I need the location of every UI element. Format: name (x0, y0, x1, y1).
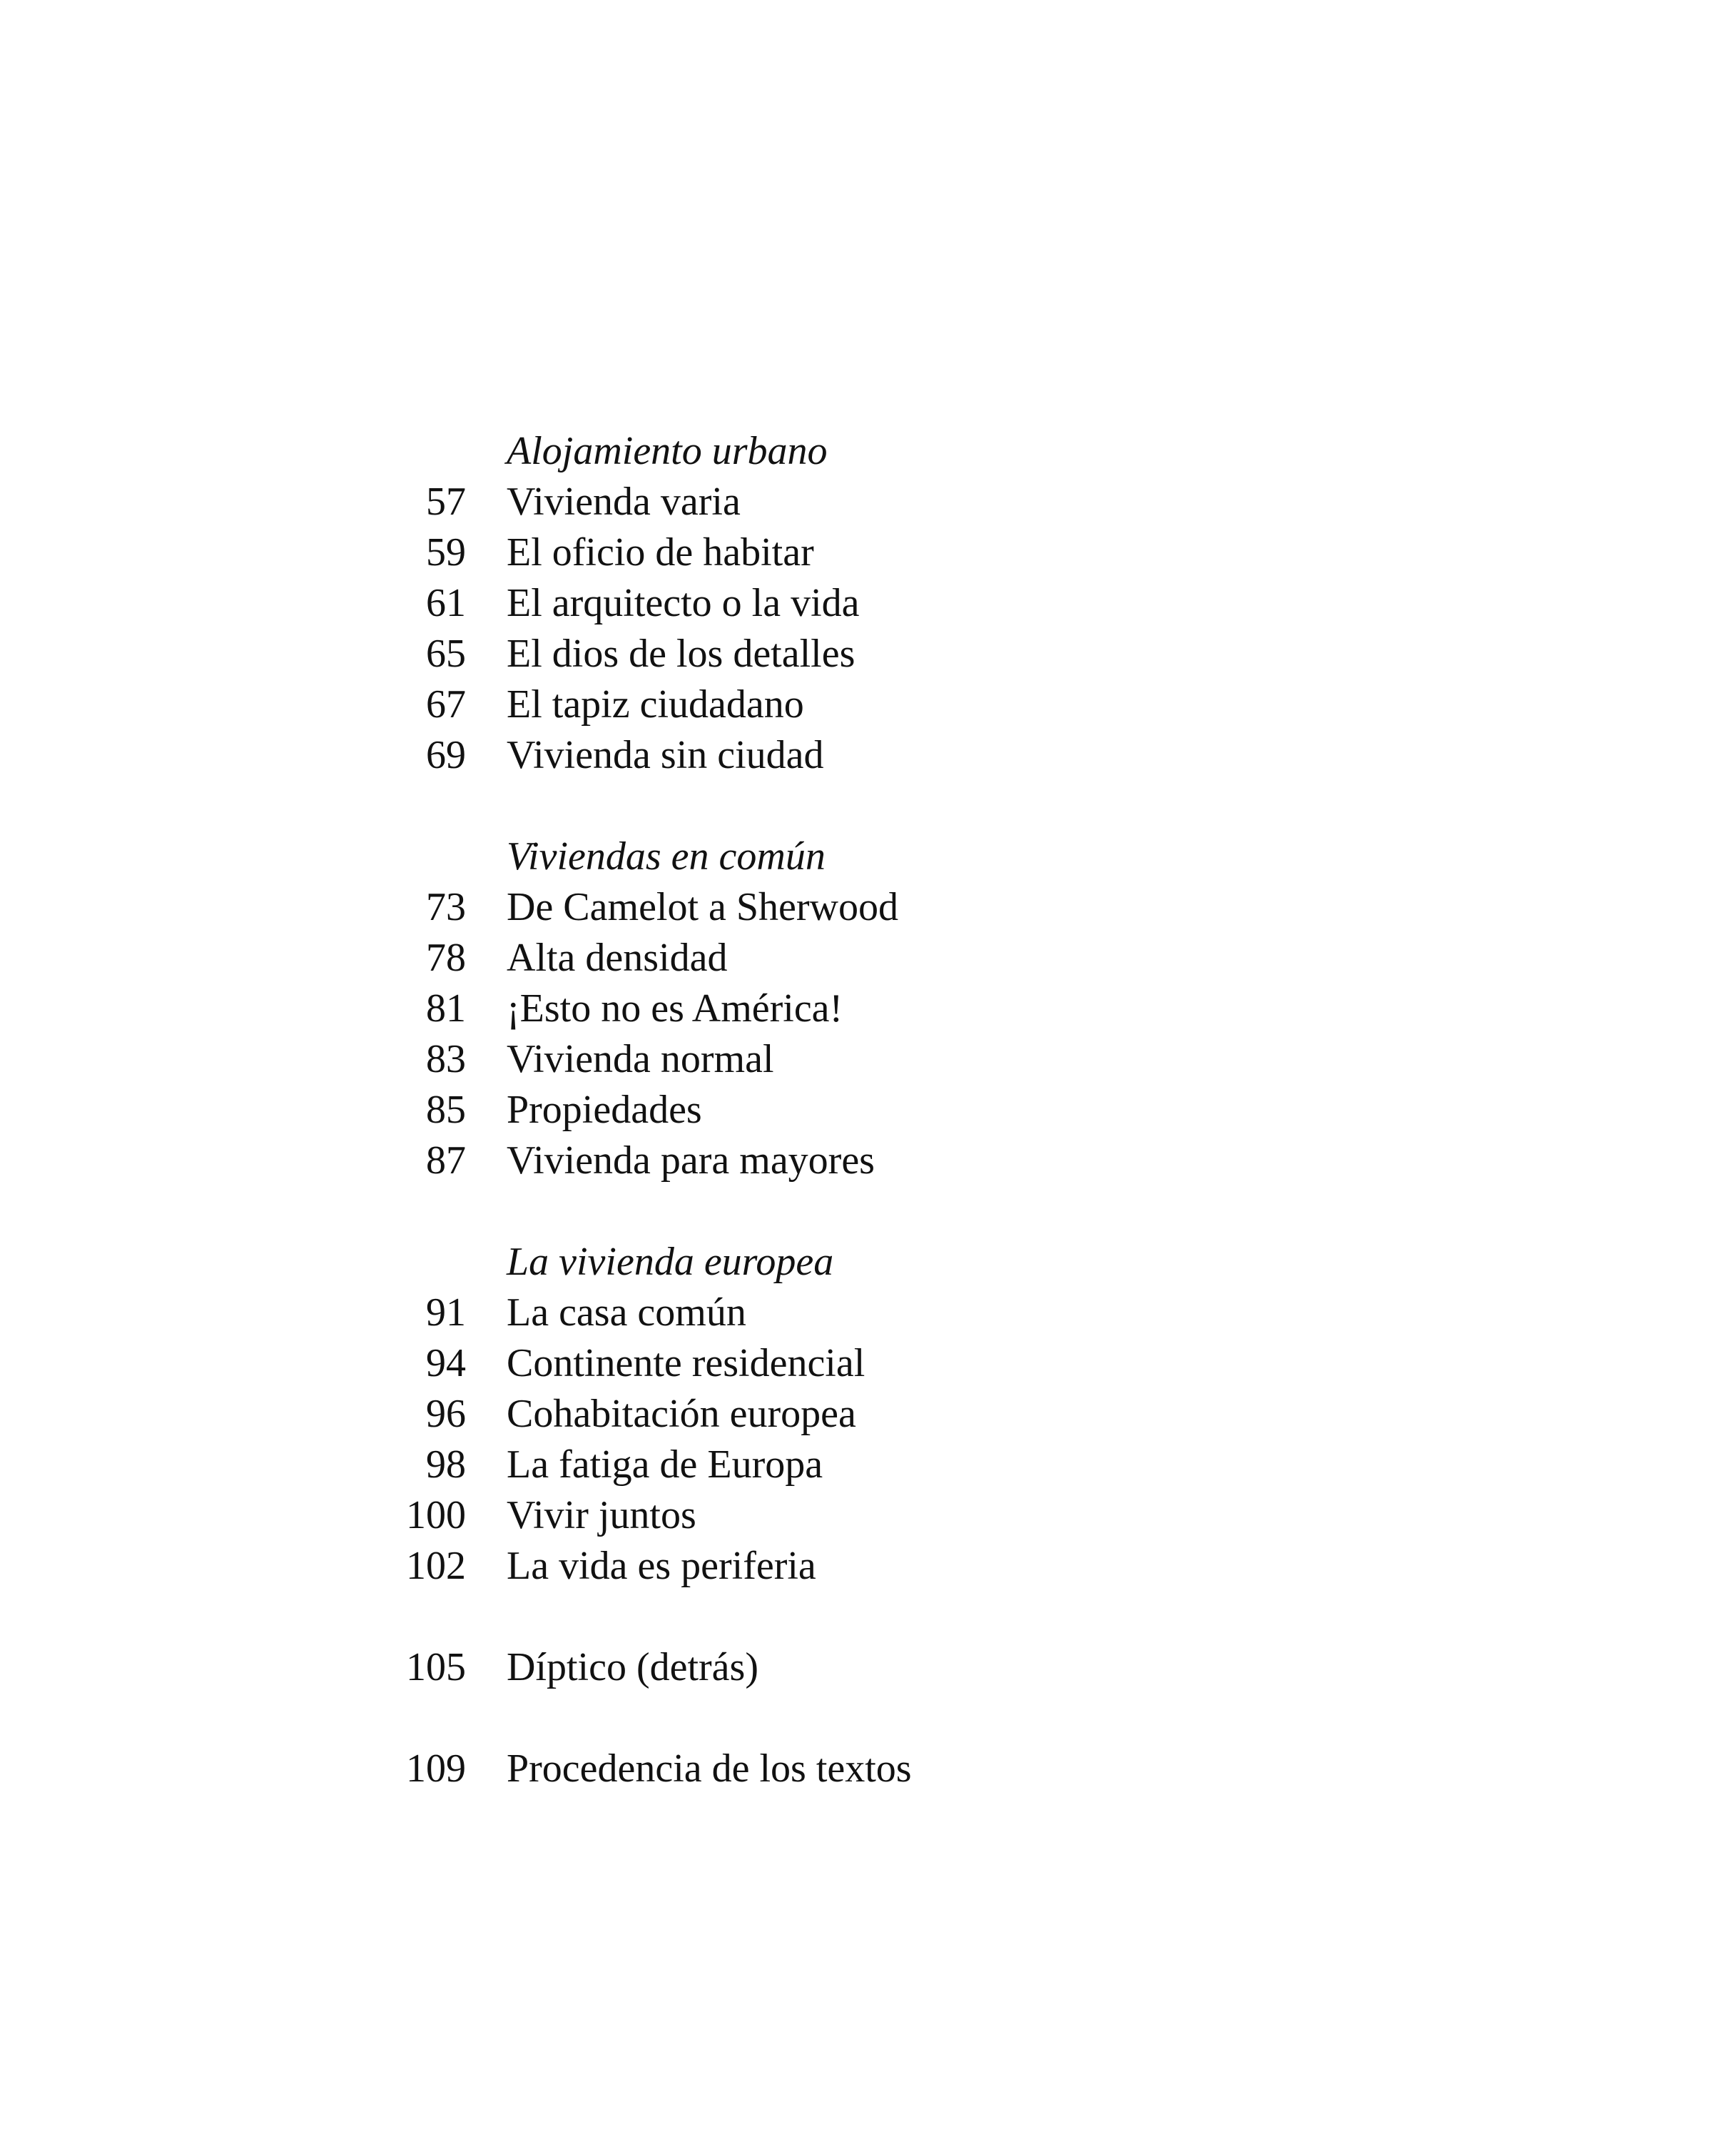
entry-title: El tapiz ciudadano (507, 682, 804, 727)
page-number: 105 (406, 1645, 466, 1689)
section-spacer (385, 781, 1384, 831)
entry-title: El dios de los detalles (507, 632, 856, 676)
entry-title: La vida es periferia (507, 1544, 816, 1588)
toc-entry-extra (385, 1642, 1384, 1693)
toc-entry (385, 1338, 1384, 1389)
page-number: 100 (406, 1493, 466, 1537)
entry-title: Vivir juntos (507, 1493, 696, 1537)
entry-title: Alta densidad (507, 936, 728, 980)
page-number: 57 (426, 480, 466, 524)
entry-title: Continente residencial (507, 1341, 866, 1385)
entry-title: Vivienda sin ciudad (507, 733, 824, 777)
toc-entry (385, 527, 1384, 578)
page-number: 59 (426, 530, 466, 575)
toc-entry (385, 1541, 1384, 1592)
table-of-contents (385, 426, 1384, 1794)
entry-title: ¡Esto no es América! (507, 986, 843, 1031)
toc-entry (385, 1288, 1384, 1338)
toc-entry (385, 882, 1384, 933)
entry-title: La casa común (507, 1290, 746, 1335)
entry-title: Vivienda para mayores (507, 1138, 875, 1183)
toc-entry (385, 578, 1384, 629)
page-number: 83 (426, 1037, 466, 1081)
toc-entry (385, 984, 1384, 1034)
entry-title: El arquitecto o la vida (507, 581, 860, 625)
section-spacer (385, 1693, 1384, 1744)
entry-title: Procedencia de los textos (507, 1746, 912, 1791)
entry-title: La fatiga de Europa (507, 1442, 823, 1487)
toc-entry (385, 1136, 1384, 1186)
section-spacer (385, 1592, 1384, 1642)
toc-entry-extra (385, 1744, 1384, 1794)
toc-entry (385, 679, 1384, 730)
entry-title: Vivienda varia (507, 480, 741, 524)
page-number: 78 (426, 936, 466, 980)
entry-title: El oficio de habitar (507, 530, 814, 575)
page-number: 87 (426, 1138, 466, 1183)
entry-title: Vivienda normal (507, 1037, 774, 1081)
page-number: 73 (426, 885, 466, 929)
page-number: 91 (426, 1290, 466, 1335)
page-number: 102 (406, 1544, 466, 1588)
page-number: 65 (426, 632, 466, 676)
section-heading: La vivienda europea (507, 1240, 834, 1284)
toc-entry (385, 629, 1384, 679)
page-number: 85 (426, 1088, 466, 1132)
toc-entry (385, 1085, 1384, 1136)
toc-entry (385, 933, 1384, 984)
entry-title: De Camelot a Sherwood (507, 885, 898, 929)
entry-title: Díptico (detrás) (507, 1645, 758, 1689)
toc-entry (385, 1440, 1384, 1490)
section-heading: Alojamiento urbano (507, 429, 828, 473)
page-number: 61 (426, 581, 466, 625)
toc-entry (385, 477, 1384, 527)
toc-entry (385, 1490, 1384, 1541)
page-number: 109 (406, 1746, 466, 1791)
page-number: 94 (426, 1341, 466, 1385)
section-heading: Viviendas en común (507, 834, 826, 879)
page-number: 67 (426, 682, 466, 727)
page-number: 98 (426, 1442, 466, 1487)
entry-title: Propiedades (507, 1088, 702, 1132)
page-number: 96 (426, 1392, 466, 1436)
section-spacer (385, 1186, 1384, 1237)
page-number: 69 (426, 733, 466, 777)
toc-entry (385, 1034, 1384, 1085)
page-number: 81 (426, 986, 466, 1031)
toc-entry (385, 1389, 1384, 1440)
toc-entry (385, 730, 1384, 781)
entry-title: Cohabitación europea (507, 1392, 856, 1436)
